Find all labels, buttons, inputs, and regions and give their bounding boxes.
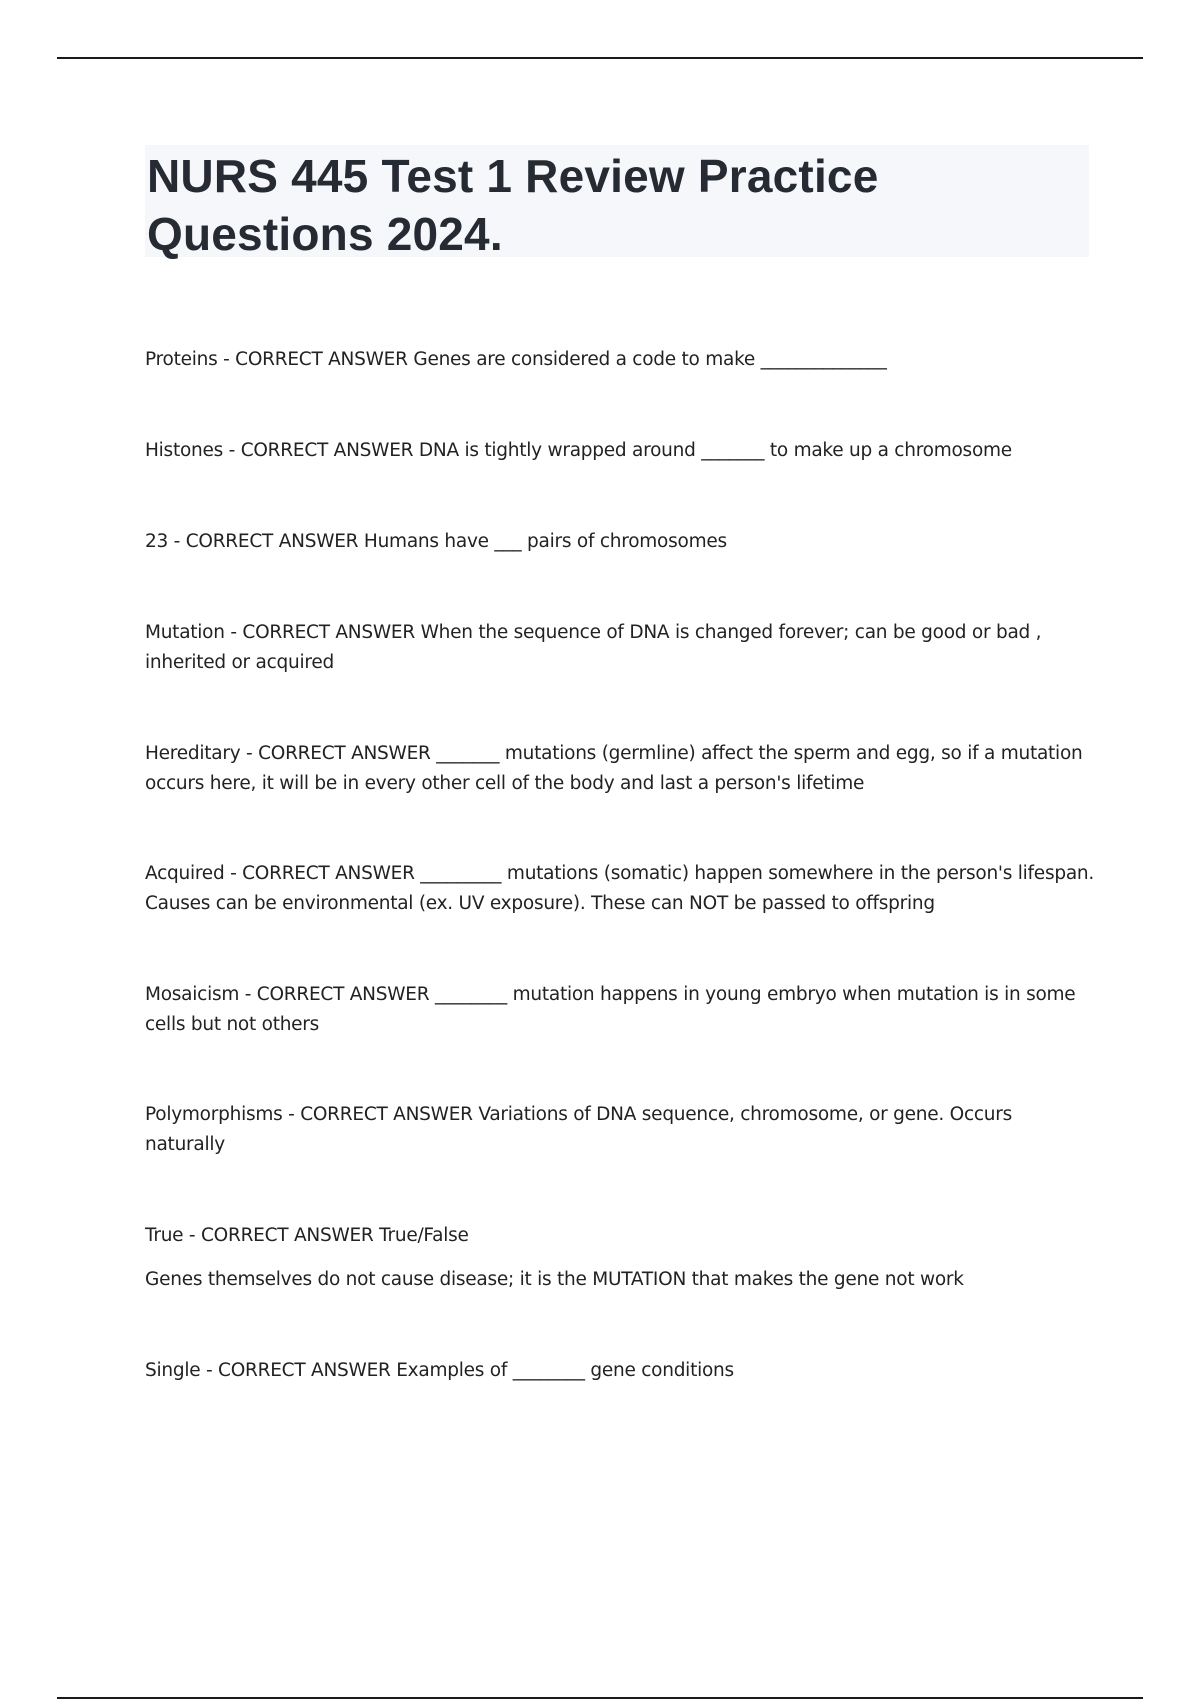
qa-text: Acquired - CORRECT ANSWER _________ mutations (somatic) happen somewhere in the person's lifespan. Causes can be environmental (ex. UV exposure). These can NOT be passed to offspring xyxy=(145,863,1095,914)
qa-text: Histones - CORRECT ANSWER DNA is tightly wrapped around _______ to make up a chromosome xyxy=(145,440,1012,461)
document-title: NURS 445 Test 1 Review Practice Questions 2024. xyxy=(147,150,879,260)
qa-item-proteins xyxy=(145,345,1095,375)
qa-text: Mutation - CORRECT ANSWER When the sequence of DNA is changed forever; can be good or bad , inherited or acquired xyxy=(145,622,1042,673)
qa-item-hereditary xyxy=(145,739,1095,799)
qa-item-chromosome-pairs xyxy=(145,527,1095,557)
qa-item-polymorphisms xyxy=(145,1100,1095,1160)
qa-text: True - CORRECT ANSWER True/False xyxy=(145,1225,469,1246)
qa-extra-text: Genes themselves do not cause disease; it is the MUTATION that makes the gene not work xyxy=(145,1269,964,1290)
qa-text: Polymorphisms - CORRECT ANSWER Variations of DNA sequence, chromosome, or gene. Occurs naturally xyxy=(145,1104,1013,1155)
qa-item-single xyxy=(145,1356,1095,1386)
qa-item-mosaicism xyxy=(145,980,1095,1040)
qa-text: 23 - CORRECT ANSWER Humans have ___ pairs of chromosomes xyxy=(145,531,727,552)
qa-item-histones xyxy=(145,436,1095,466)
qa-text: Proteins - CORRECT ANSWER Genes are considered a code to make ______________ xyxy=(145,349,887,370)
top-rule xyxy=(57,57,1143,59)
qa-item-acquired xyxy=(145,859,1095,919)
title-box xyxy=(145,145,1089,260)
qa-text: Single - CORRECT ANSWER Examples of ________ gene conditions xyxy=(145,1360,734,1381)
qa-item-true-false xyxy=(145,1221,1095,1295)
bottom-rule xyxy=(57,1697,1143,1699)
qa-item-mutation xyxy=(145,618,1095,678)
qa-text: Hereditary - CORRECT ANSWER _______ mutations (germline) affect the sperm and egg, so if a mutation occurs here, it will be in every other cell of the body and last a person's lifetime xyxy=(145,743,1083,794)
qa-text: Mosaicism - CORRECT ANSWER ________ mutation happens in young embryo when mutation is in some cells but not others xyxy=(145,984,1076,1035)
